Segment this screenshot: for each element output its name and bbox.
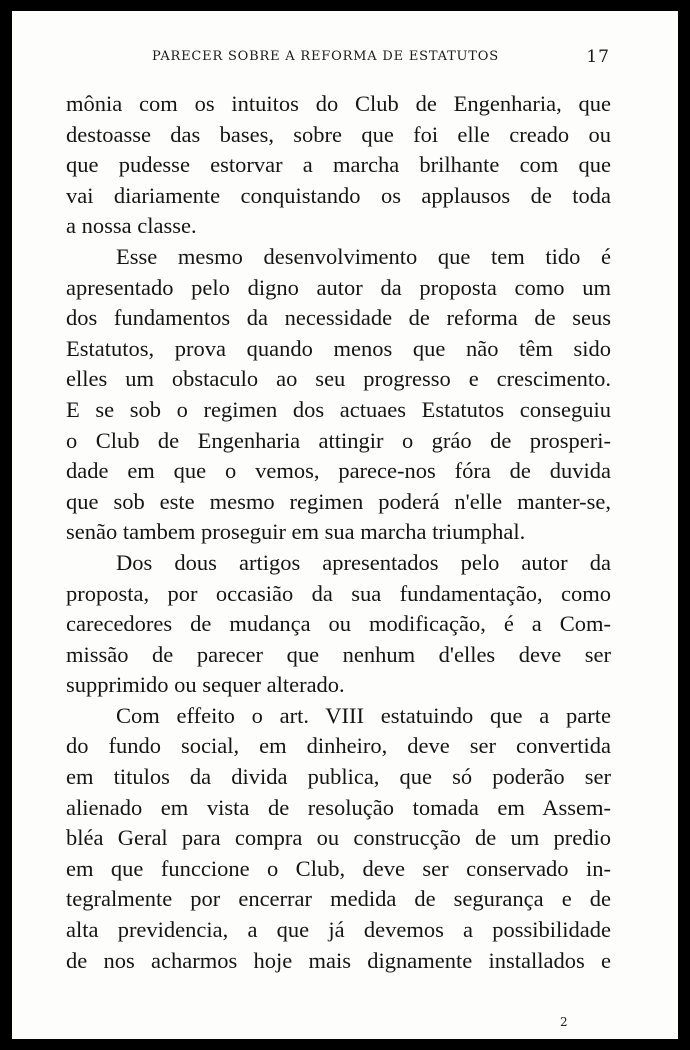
book-page (12, 11, 678, 1039)
paragraph-4 (66, 701, 611, 976)
paragraph-2 (66, 242, 611, 548)
text-line: carecedores de mudança ou modificação, é a Com- (66, 611, 611, 637)
paragraph-3 (66, 548, 611, 701)
text-line: dade em que o vemos, parece-nos fóra de duvida (66, 458, 611, 484)
paragraph-1 (66, 89, 611, 242)
text-line: missão de parecer que nenhum d'elles deve ser (66, 641, 611, 667)
page-number: 17 (586, 47, 610, 67)
text-line: supprimido ou sequer alterado. (66, 672, 345, 698)
text-line: senão tambem proseguir em sua marcha triumphal. (66, 519, 526, 545)
text-line: E se sob o regimen dos actuaes Estatutos conseguiu (66, 396, 611, 422)
text-line: Estatutos, prova quando menos que não têm sido (66, 335, 611, 361)
text-line: que pudesse estorvar a marcha brilhante com que (66, 152, 611, 178)
text-line: mônia com os intuitos do Club de Engenharia, que (66, 91, 611, 116)
text-line: Esse mesmo desenvolvimento que tem tido é (116, 243, 611, 269)
text-line: o Club de Engenharia attingir o gráo de prosperi- (66, 427, 611, 453)
body-text (66, 89, 611, 976)
signature-mark: 2 (560, 1015, 568, 1029)
text-line: em titulos da divida publica, que só poderão ser (66, 764, 611, 790)
text-line: vai diariamente conquistando os applausos de toda (66, 182, 611, 208)
text-line: alta previdencia, a que já devemos a possibilidade (66, 917, 611, 943)
text-line: destoasse das bases, sobre que foi elle creado ou (66, 121, 611, 147)
text-line: do fundo social, em dinheiro, deve ser convertida (66, 733, 611, 759)
text-line: tegralmente por encerrar medida de segurança e de (66, 886, 611, 912)
running-header (12, 49, 678, 69)
text-line: a nossa classe. (66, 213, 197, 239)
text-line: em que funccione o Club, deve ser conservado in- (66, 855, 611, 881)
text-line: Com effeito o art. VIII estatuindo que a parte (116, 702, 611, 728)
text-line: Dos dous artigos apresentados pelo autor da (116, 549, 611, 575)
text-line: dos fundamentos da necessidade de reforma de seus (66, 305, 611, 331)
text-line: elles um obstaculo ao seu progresso e crescimento. (66, 366, 611, 392)
text-line: alienado em vista de resolução tomada em Assem- (66, 794, 611, 820)
text-line: proposta, por occasião da sua fundamentação, como (66, 580, 611, 606)
running-title: PARECER SOBRE A REFORMA DE ESTATUTOS (152, 49, 499, 64)
text-line: que sob este mesmo regimen poderá n'elle manter-se, (66, 488, 611, 514)
text-line: bléa Geral para compra ou construcção de um predio (66, 825, 611, 851)
text-line: apresentado pelo digno autor da proposta como um (66, 274, 611, 300)
text-line: de nos acharmos hoje mais dignamente installados e (66, 947, 611, 973)
